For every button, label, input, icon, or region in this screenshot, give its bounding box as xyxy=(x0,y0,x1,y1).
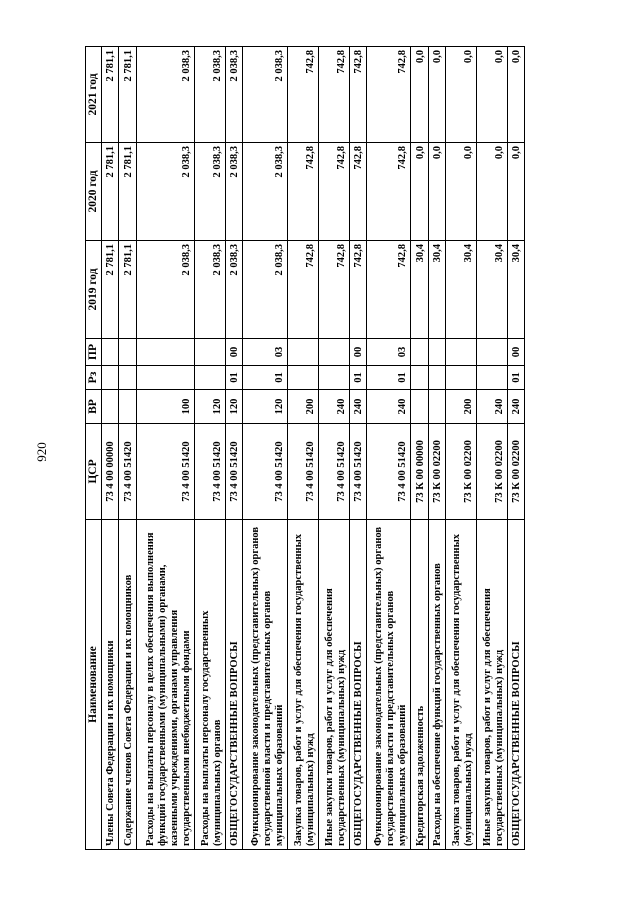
cell-name: Закупка товаров, работ и услуг для обеспечения государственных (муниципальных) нужд xyxy=(287,520,318,850)
cell-csr: 73 4 00 51420 xyxy=(366,424,411,520)
cell-csr: 73 К 00 02200 xyxy=(445,424,476,520)
cell-2021: 0,0 xyxy=(507,47,524,143)
cell-rz xyxy=(195,366,226,390)
cell-vr xyxy=(102,390,119,424)
cell-name: Иные закупки товаров, работ и услуг для обеспечения государственных (муниципальных) нужд xyxy=(318,520,349,850)
cell-pr: 00 xyxy=(225,339,242,366)
cell-2021: 0,0 xyxy=(428,47,445,143)
table-row xyxy=(507,47,524,850)
cell-rz: 01 xyxy=(243,366,288,390)
header-rz: Рз xyxy=(86,366,102,390)
cell-csr: 73 4 00 00000 xyxy=(102,424,119,520)
table-row xyxy=(366,47,411,850)
cell-2019: 2 038,3 xyxy=(225,241,242,339)
cell-2021: 0,0 xyxy=(445,47,476,143)
cell-pr xyxy=(428,339,445,366)
cell-rz xyxy=(136,366,194,390)
cell-pr xyxy=(318,339,349,366)
rotated-table-container xyxy=(85,47,525,850)
cell-2019: 742,8 xyxy=(318,241,349,339)
cell-rz xyxy=(428,366,445,390)
table-row xyxy=(411,47,428,850)
cell-name: ОБЩЕГОСУДАРСТВЕННЫЕ ВОПРОСЫ xyxy=(349,520,366,850)
cell-2021: 0,0 xyxy=(411,47,428,143)
cell-csr: 73 К 00 02200 xyxy=(428,424,445,520)
cell-csr: 73 4 00 51420 xyxy=(287,424,318,520)
cell-2020: 0,0 xyxy=(507,143,524,241)
cell-rz: 01 xyxy=(366,366,411,390)
cell-2019: 2 038,3 xyxy=(136,241,194,339)
cell-2019: 2 038,3 xyxy=(195,241,226,339)
cell-2019: 742,8 xyxy=(349,241,366,339)
cell-rz xyxy=(287,366,318,390)
cell-name: Функционирование законодательных (представительных) органов государственной власти и представительных органов муниципальных образований xyxy=(243,520,288,850)
cell-2020: 2 781,1 xyxy=(119,143,136,241)
cell-vr: 240 xyxy=(507,390,524,424)
table-row xyxy=(136,47,194,850)
cell-2021: 742,8 xyxy=(318,47,349,143)
cell-name: Закупка товаров, работ и услуг для обеспечения государственных (муниципальных) нужд xyxy=(445,520,476,850)
cell-2021: 2 038,3 xyxy=(136,47,194,143)
cell-csr: 73 К 00 02200 xyxy=(476,424,507,520)
cell-rz: 01 xyxy=(225,366,242,390)
cell-2021: 2 038,3 xyxy=(243,47,288,143)
cell-rz xyxy=(119,366,136,390)
cell-vr xyxy=(411,390,428,424)
cell-rz xyxy=(445,366,476,390)
table-row xyxy=(195,47,226,850)
cell-2020: 0,0 xyxy=(428,143,445,241)
cell-2020: 2 038,3 xyxy=(243,143,288,241)
table-header-row xyxy=(86,47,102,850)
cell-name: Расходы на выплаты персоналу государственных (муниципальных) органов xyxy=(195,520,226,850)
header-2020: 2020 год xyxy=(86,143,102,241)
cell-pr: 00 xyxy=(349,339,366,366)
cell-2020: 2 781,1 xyxy=(102,143,119,241)
cell-2021: 0,0 xyxy=(476,47,507,143)
cell-2021: 742,8 xyxy=(349,47,366,143)
cell-vr: 120 xyxy=(195,390,226,424)
table-row xyxy=(445,47,476,850)
table-row xyxy=(225,47,242,850)
cell-name: Расходы на обеспечение функций государственных органов xyxy=(428,520,445,850)
cell-csr: 73 К 00 02200 xyxy=(507,424,524,520)
cell-csr: 73 4 00 51420 xyxy=(225,424,242,520)
cell-csr: 73 4 00 51420 xyxy=(243,424,288,520)
cell-2019: 30,4 xyxy=(428,241,445,339)
cell-rz: 01 xyxy=(507,366,524,390)
cell-pr xyxy=(411,339,428,366)
header-vr: ВР xyxy=(86,390,102,424)
cell-2020: 742,8 xyxy=(349,143,366,241)
table-row xyxy=(119,47,136,850)
cell-2020: 742,8 xyxy=(318,143,349,241)
cell-csr: 73 4 00 51420 xyxy=(119,424,136,520)
cell-2019: 742,8 xyxy=(287,241,318,339)
cell-2019: 742,8 xyxy=(366,241,411,339)
cell-vr: 240 xyxy=(366,390,411,424)
cell-rz xyxy=(102,366,119,390)
cell-2019: 30,4 xyxy=(476,241,507,339)
cell-name: Кредиторская задолженность xyxy=(411,520,428,850)
cell-vr: 240 xyxy=(318,390,349,424)
cell-csr: 73 4 00 51420 xyxy=(136,424,194,520)
table-row xyxy=(428,47,445,850)
cell-rz xyxy=(411,366,428,390)
table-row xyxy=(476,47,507,850)
cell-pr xyxy=(119,339,136,366)
cell-2019: 30,4 xyxy=(507,241,524,339)
cell-pr xyxy=(476,339,507,366)
cell-vr: 240 xyxy=(349,390,366,424)
cell-name: Иные закупки товаров, работ и услуг для обеспечения государственных (муниципальных) нужд xyxy=(476,520,507,850)
table-row xyxy=(243,47,288,850)
cell-2020: 742,8 xyxy=(366,143,411,241)
header-name: Наименование xyxy=(86,520,102,850)
cell-pr xyxy=(195,339,226,366)
cell-pr xyxy=(287,339,318,366)
cell-csr: 73 4 00 51420 xyxy=(195,424,226,520)
cell-2021: 742,8 xyxy=(366,47,411,143)
cell-2020: 742,8 xyxy=(287,143,318,241)
cell-2020: 0,0 xyxy=(476,143,507,241)
cell-2021: 2 038,3 xyxy=(195,47,226,143)
cell-2021: 2 038,3 xyxy=(225,47,242,143)
cell-vr: 200 xyxy=(445,390,476,424)
cell-pr: 03 xyxy=(366,339,411,366)
cell-2019: 2 781,1 xyxy=(119,241,136,339)
table-row xyxy=(287,47,318,850)
cell-rz xyxy=(476,366,507,390)
cell-vr xyxy=(119,390,136,424)
cell-vr: 120 xyxy=(225,390,242,424)
cell-2019: 2 781,1 xyxy=(102,241,119,339)
cell-name: ОБЩЕГОСУДАРСТВЕННЫЕ ВОПРОСЫ xyxy=(507,520,524,850)
header-2019: 2019 год xyxy=(86,241,102,339)
header-csr: ЦСР xyxy=(86,424,102,520)
cell-2020: 2 038,3 xyxy=(195,143,226,241)
cell-name: Расходы на выплаты персоналу в целях обеспечения выполнения функций государственными (муниципальными) органами, казенными учреждениями, органами управления государственными внебюджетными фондами xyxy=(136,520,194,850)
cell-2021: 2 781,1 xyxy=(102,47,119,143)
cell-name: Члены Совета Федерации и их помощники xyxy=(102,520,119,850)
cell-name: ОБЩЕГОСУДАРСТВЕННЫЕ ВОПРОСЫ xyxy=(225,520,242,850)
cell-2020: 0,0 xyxy=(411,143,428,241)
cell-rz: 01 xyxy=(349,366,366,390)
cell-2019: 2 038,3 xyxy=(243,241,288,339)
page-number: 920 xyxy=(34,442,49,462)
cell-name: Функционирование законодательных (представительных) органов государственной власти и представительных органов муниципальных образований xyxy=(366,520,411,850)
cell-2020: 2 038,3 xyxy=(225,143,242,241)
cell-csr: 73 4 00 51420 xyxy=(318,424,349,520)
cell-pr xyxy=(102,339,119,366)
cell-name: Содержание членов Совета Федерации и их помощников xyxy=(119,520,136,850)
table-row xyxy=(349,47,366,850)
budget-table xyxy=(85,46,525,850)
cell-rz xyxy=(318,366,349,390)
header-2021: 2021 год xyxy=(86,47,102,143)
cell-pr xyxy=(136,339,194,366)
cell-vr xyxy=(428,390,445,424)
cell-2021: 2 781,1 xyxy=(119,47,136,143)
cell-2021: 742,8 xyxy=(287,47,318,143)
cell-pr: 03 xyxy=(243,339,288,366)
header-pr: ПР xyxy=(86,339,102,366)
table-row xyxy=(318,47,349,850)
cell-2020: 0,0 xyxy=(445,143,476,241)
table-row xyxy=(102,47,119,850)
cell-2019: 30,4 xyxy=(411,241,428,339)
cell-csr: 73 4 00 51420 xyxy=(349,424,366,520)
cell-vr: 200 xyxy=(287,390,318,424)
cell-vr: 240 xyxy=(476,390,507,424)
cell-pr xyxy=(445,339,476,366)
cell-pr: 00 xyxy=(507,339,524,366)
cell-vr: 100 xyxy=(136,390,194,424)
cell-2019: 30,4 xyxy=(445,241,476,339)
cell-vr: 120 xyxy=(243,390,288,424)
cell-csr: 73 К 00 00000 xyxy=(411,424,428,520)
cell-2020: 2 038,3 xyxy=(136,143,194,241)
